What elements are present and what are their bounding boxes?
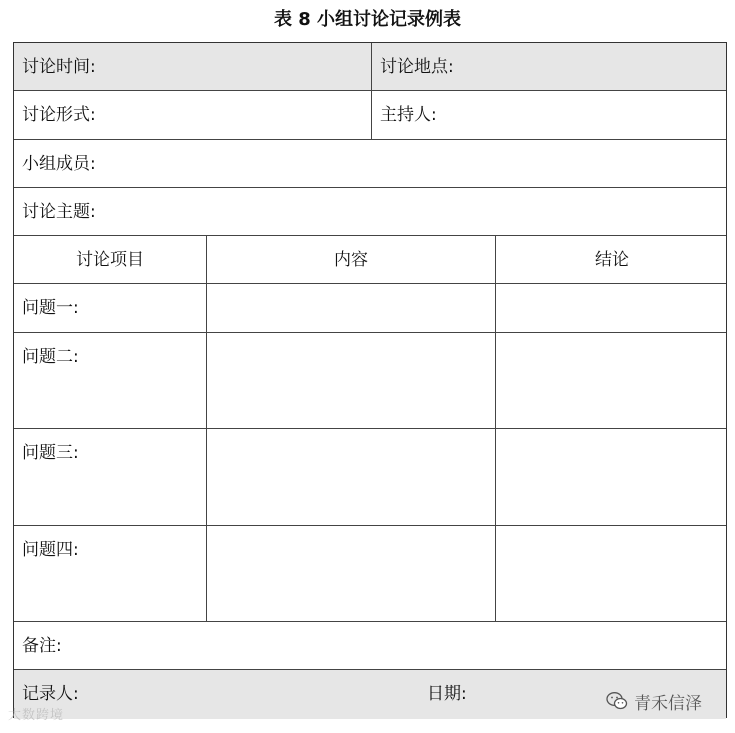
question-3-conclusion[interactable]: [496, 429, 728, 525]
remarks-label: 备注:: [22, 636, 62, 656]
row-remarks: [14, 622, 726, 670]
question-4-conclusion[interactable]: [496, 526, 728, 621]
discussion-time-label: 讨论时间:: [22, 57, 96, 77]
cell-question-1: [14, 284, 207, 332]
question-4-label: 问题四:: [22, 540, 79, 560]
row-question-4: [14, 526, 726, 622]
row-topic: [14, 188, 726, 236]
row-column-headers: [14, 236, 726, 284]
question-1-label: 问题一:: [22, 298, 79, 318]
row-question-1: [14, 284, 726, 333]
question-1-content[interactable]: [207, 284, 496, 332]
discussion-format-label: 讨论形式:: [22, 105, 96, 125]
cell-recorder[interactable]: [14, 670, 414, 719]
header-conclusion: [496, 236, 728, 283]
discussion-place-label: 讨论地点:: [380, 57, 454, 77]
cell-question-4: [14, 526, 207, 621]
cell-question-2: [14, 333, 207, 428]
question-2-content[interactable]: [207, 333, 496, 428]
wechat-icon: [606, 691, 628, 711]
question-2-conclusion[interactable]: [496, 333, 728, 428]
header-item-label: 讨论项目: [76, 250, 144, 270]
host-label: 主持人:: [380, 105, 437, 125]
discussion-record-table: [13, 42, 727, 718]
question-3-content[interactable]: [207, 429, 496, 525]
header-content-label: 内容: [334, 250, 368, 270]
question-3-label: 问题三:: [22, 443, 79, 463]
watermark-right: [606, 687, 702, 715]
cell-group-members[interactable]: [14, 140, 728, 187]
header-conclusion-label: 结论: [595, 250, 629, 270]
row-members: [14, 140, 726, 188]
discussion-topic-label: 讨论主题:: [22, 202, 96, 222]
cell-discussion-format[interactable]: [14, 91, 372, 139]
recorder-label: 记录人:: [22, 684, 79, 704]
header-item: [14, 236, 207, 283]
row-question-2: [14, 333, 726, 429]
watermark-right-text: 青禾信泽: [634, 693, 702, 714]
question-1-conclusion[interactable]: [496, 284, 728, 332]
document-title: 表 8 小组讨论记录例表: [273, 9, 462, 30]
cell-question-3: [14, 429, 207, 525]
header-content: [207, 236, 496, 283]
date-label: 日期:: [427, 684, 467, 704]
cell-discussion-time[interactable]: [14, 43, 372, 90]
cell-discussion-place[interactable]: [372, 43, 728, 90]
group-members-label: 小组成员:: [22, 154, 96, 174]
cell-remarks[interactable]: [14, 622, 728, 669]
question-2-label: 问题二:: [22, 347, 79, 367]
cell-date[interactable]: [419, 670, 599, 719]
row-time-place: [14, 43, 726, 91]
cell-host[interactable]: [372, 91, 728, 139]
cell-discussion-topic[interactable]: [14, 188, 728, 235]
watermark-left: 大数跨境: [8, 708, 65, 723]
question-4-content[interactable]: [207, 526, 496, 621]
row-question-3: [14, 429, 726, 526]
row-format-host: [14, 91, 726, 140]
